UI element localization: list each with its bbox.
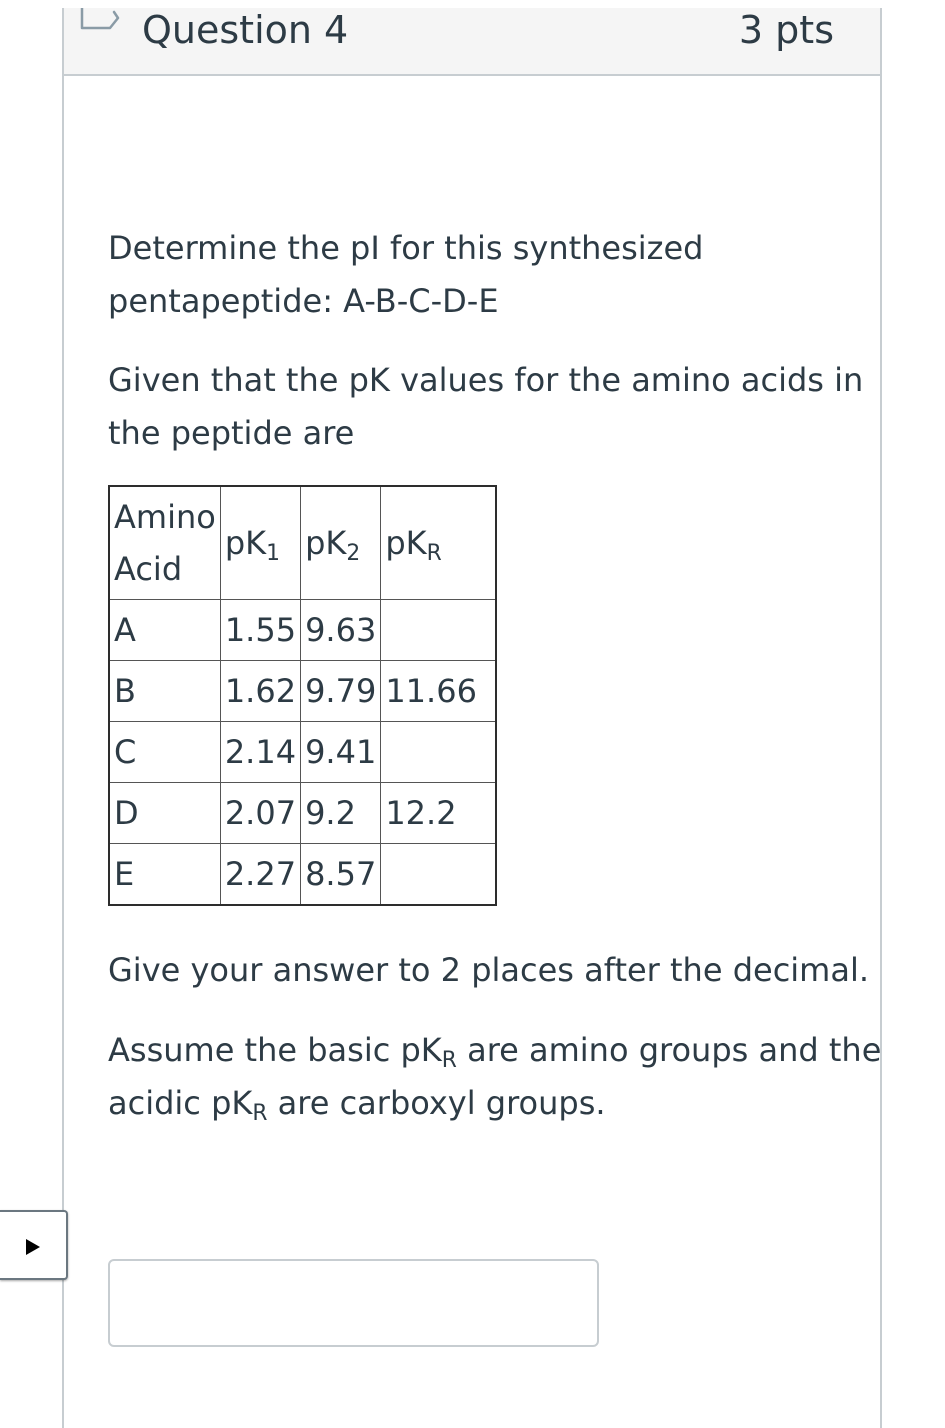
header-amino-acid: Amino Acid xyxy=(109,486,220,600)
cell-pkr: 11.66 xyxy=(381,661,497,722)
pk-values-table xyxy=(108,485,497,906)
cell-pk2: 9.41 xyxy=(301,722,381,783)
answer-input[interactable] xyxy=(108,1259,599,1347)
given-line: Given that the pK values for the amino acids in xyxy=(108,361,864,399)
given-text xyxy=(108,354,863,460)
question-title: Question 4 xyxy=(142,8,349,52)
cell-aa: E xyxy=(109,844,220,906)
cell-pk2: 9.79 xyxy=(301,661,381,722)
cell-pk1: 1.55 xyxy=(220,600,300,661)
assumption-line: Assume the basic $pK_R$ are amino groups and the xyxy=(108,1031,882,1074)
flag-outline-icon[interactable] xyxy=(80,8,124,36)
header-pkr: $pK_R$ xyxy=(381,486,497,600)
question-text xyxy=(108,222,703,328)
cell-pk2: 9.63 xyxy=(301,600,381,661)
cell-aa: A xyxy=(109,600,220,661)
cell-pkr xyxy=(381,844,497,906)
table-row xyxy=(109,722,496,783)
instruction-text: Give your answer to 2 places after the decimal. xyxy=(108,951,870,989)
cell-pkr xyxy=(381,722,497,783)
cell-pk2: 8.57 xyxy=(301,844,381,906)
cell-pk1: 2.07 xyxy=(220,783,300,844)
cell-pk1: 1.62 xyxy=(220,661,300,722)
question-line: pentapeptide: A-B-C-D-E xyxy=(108,282,499,320)
header-pk2: $pK_2$ xyxy=(301,486,381,600)
table-row xyxy=(109,783,496,844)
table-row xyxy=(109,844,496,906)
question-points: 3 pts xyxy=(738,8,834,52)
sidebar-toggle-button[interactable] xyxy=(0,1210,68,1280)
cell-aa: D xyxy=(109,783,220,844)
cell-pkr xyxy=(381,600,497,661)
assumption-text xyxy=(108,1024,881,1130)
table-header-row xyxy=(109,486,496,600)
question-line: Determine the pI for this synthesized xyxy=(108,229,704,267)
assumption-line: acidic $pK_R$ are carboxyl groups. xyxy=(108,1084,606,1127)
cell-aa: B xyxy=(109,661,220,722)
table-row xyxy=(109,600,496,661)
question-header xyxy=(64,8,880,76)
play-triangle-icon xyxy=(26,1239,40,1255)
cell-pk1: 2.14 xyxy=(220,722,300,783)
cell-pk2: 9.2 xyxy=(301,783,381,844)
header-pk1: $pK_1$ xyxy=(220,486,300,600)
cell-pk1: 2.27 xyxy=(220,844,300,906)
table-row xyxy=(109,661,496,722)
given-line: the peptide are xyxy=(108,414,355,452)
cell-aa: C xyxy=(109,722,220,783)
cell-pkr: 12.2 xyxy=(381,783,497,844)
